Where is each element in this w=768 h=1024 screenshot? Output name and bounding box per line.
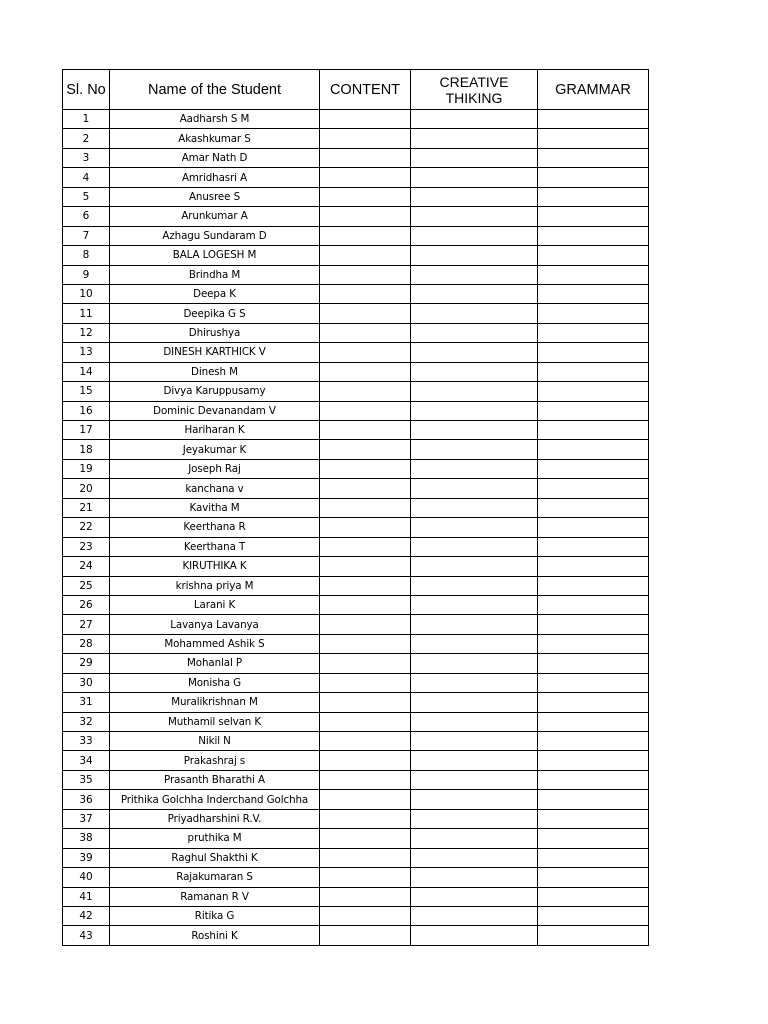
cell-creative-thinking (411, 498, 538, 517)
cell-sl-no: 17 (63, 421, 110, 440)
table-row (63, 712, 649, 731)
table-row (63, 323, 649, 342)
cell-content (320, 401, 411, 420)
cell-grammar (538, 770, 649, 789)
cell-grammar (538, 751, 649, 770)
cell-grammar (538, 207, 649, 226)
cell-student-name: Dominic Devanandam V (110, 401, 320, 420)
cell-grammar (538, 129, 649, 148)
cell-sl-no: 24 (63, 557, 110, 576)
cell-student-name: Prakashraj s (110, 751, 320, 770)
cell-student-name: Roshini K (110, 926, 320, 945)
cell-creative-thinking (411, 110, 538, 129)
cell-creative-thinking (411, 459, 538, 478)
cell-creative-thinking (411, 829, 538, 848)
cell-student-name: Monisha G (110, 673, 320, 692)
table-row (63, 284, 649, 303)
cell-creative-thinking (411, 557, 538, 576)
cell-grammar (538, 673, 649, 692)
table-row (63, 304, 649, 323)
cell-grammar (538, 168, 649, 187)
cell-creative-thinking (411, 129, 538, 148)
cell-student-name: Larani K (110, 595, 320, 614)
cell-student-name: Lavanya Lavanya (110, 615, 320, 634)
cell-grammar (538, 187, 649, 206)
cell-student-name: Muthamil selvan K (110, 712, 320, 731)
cell-creative-thinking (411, 595, 538, 614)
cell-content (320, 168, 411, 187)
cell-creative-thinking (411, 906, 538, 925)
cell-content (320, 343, 411, 362)
cell-student-name: Anusree S (110, 187, 320, 206)
cell-content (320, 498, 411, 517)
cell-creative-thinking (411, 440, 538, 459)
table-row (63, 537, 649, 556)
cell-sl-no: 33 (63, 732, 110, 751)
cell-grammar (538, 615, 649, 634)
cell-grammar (538, 459, 649, 478)
cell-sl-no: 11 (63, 304, 110, 323)
cell-grammar (538, 226, 649, 245)
cell-content (320, 576, 411, 595)
cell-sl-no: 15 (63, 382, 110, 401)
cell-sl-no: 39 (63, 848, 110, 867)
table-row (63, 207, 649, 226)
table-row (63, 362, 649, 381)
cell-sl-no: 28 (63, 634, 110, 653)
table-row (63, 459, 649, 478)
cell-sl-no: 12 (63, 323, 110, 342)
cell-content (320, 673, 411, 692)
table-row (63, 265, 649, 284)
header-creative-line2: THIKING (445, 89, 503, 106)
cell-content (320, 751, 411, 770)
cell-student-name: Muralikrishnan M (110, 693, 320, 712)
cell-content (320, 284, 411, 303)
cell-creative-thinking (411, 304, 538, 323)
cell-sl-no: 41 (63, 887, 110, 906)
cell-grammar (538, 732, 649, 751)
cell-sl-no: 25 (63, 576, 110, 595)
cell-content (320, 129, 411, 148)
table-row (63, 751, 649, 770)
cell-sl-no: 27 (63, 615, 110, 634)
cell-content (320, 148, 411, 167)
cell-content (320, 615, 411, 634)
cell-student-name: Hariharan K (110, 421, 320, 440)
cell-content (320, 595, 411, 614)
cell-creative-thinking (411, 634, 538, 653)
cell-grammar (538, 362, 649, 381)
cell-creative-thinking (411, 401, 538, 420)
cell-creative-thinking (411, 712, 538, 731)
cell-student-name: Amar Nath D (110, 148, 320, 167)
student-assessment-table (62, 69, 649, 946)
cell-student-name: Mohammed Ashik S (110, 634, 320, 653)
cell-student-name: pruthika M (110, 829, 320, 848)
cell-content (320, 732, 411, 751)
table-row (63, 187, 649, 206)
cell-grammar (538, 421, 649, 440)
cell-grammar (538, 148, 649, 167)
cell-content (320, 770, 411, 789)
table-row (63, 498, 649, 517)
cell-student-name: BALA LOGESH M (110, 246, 320, 265)
table-row (63, 693, 649, 712)
header-creative-line1: CREATIVE (439, 73, 509, 90)
cell-content (320, 207, 411, 226)
cell-sl-no: 6 (63, 207, 110, 226)
cell-content (320, 634, 411, 653)
cell-grammar (538, 809, 649, 828)
cell-creative-thinking (411, 751, 538, 770)
table-row (63, 790, 649, 809)
table-row (63, 343, 649, 362)
cell-sl-no: 29 (63, 654, 110, 673)
cell-creative-thinking (411, 887, 538, 906)
cell-sl-no: 36 (63, 790, 110, 809)
cell-sl-no: 23 (63, 537, 110, 556)
table-row (63, 829, 649, 848)
cell-student-name: Prithika Golchha Inderchand Golchha (110, 790, 320, 809)
cell-creative-thinking (411, 518, 538, 537)
cell-sl-no: 26 (63, 595, 110, 614)
cell-sl-no: 1 (63, 110, 110, 129)
table-row (63, 868, 649, 887)
cell-student-name: Arunkumar A (110, 207, 320, 226)
table-row (63, 401, 649, 420)
table-row (63, 615, 649, 634)
table-row (63, 382, 649, 401)
cell-creative-thinking (411, 790, 538, 809)
cell-content (320, 829, 411, 848)
cell-student-name: Joseph Raj (110, 459, 320, 478)
header-student-name: Name of the Student (110, 70, 320, 110)
cell-content (320, 265, 411, 284)
cell-grammar (538, 440, 649, 459)
cell-content (320, 226, 411, 245)
cell-grammar (538, 926, 649, 945)
cell-creative-thinking (411, 537, 538, 556)
cell-student-name: Akashkumar S (110, 129, 320, 148)
cell-grammar (538, 284, 649, 303)
cell-grammar (538, 693, 649, 712)
cell-student-name: Rajakumaran S (110, 868, 320, 887)
cell-student-name: Aadharsh S M (110, 110, 320, 129)
cell-grammar (538, 498, 649, 517)
cell-sl-no: 2 (63, 129, 110, 148)
cell-content (320, 479, 411, 498)
table-row (63, 732, 649, 751)
cell-creative-thinking (411, 362, 538, 381)
cell-content (320, 110, 411, 129)
table-row (63, 226, 649, 245)
cell-creative-thinking (411, 732, 538, 751)
table-row (63, 770, 649, 789)
cell-student-name: Priyadharshini R.V. (110, 809, 320, 828)
cell-grammar (538, 634, 649, 653)
cell-student-name: Keerthana R (110, 518, 320, 537)
cell-sl-no: 34 (63, 751, 110, 770)
table-row (63, 479, 649, 498)
cell-sl-no: 40 (63, 868, 110, 887)
cell-sl-no: 13 (63, 343, 110, 362)
cell-student-name: Deepika G S (110, 304, 320, 323)
cell-grammar (538, 401, 649, 420)
header-grammar: GRAMMAR (538, 70, 649, 110)
cell-sl-no: 8 (63, 246, 110, 265)
cell-sl-no: 21 (63, 498, 110, 517)
cell-creative-thinking (411, 187, 538, 206)
cell-grammar (538, 557, 649, 576)
cell-grammar (538, 576, 649, 595)
cell-creative-thinking (411, 284, 538, 303)
cell-content (320, 848, 411, 867)
cell-grammar (538, 479, 649, 498)
cell-student-name: Jeyakumar K (110, 440, 320, 459)
table-row (63, 906, 649, 925)
cell-content (320, 246, 411, 265)
cell-creative-thinking (411, 226, 538, 245)
cell-content (320, 926, 411, 945)
cell-grammar (538, 906, 649, 925)
table-row (63, 809, 649, 828)
cell-sl-no: 7 (63, 226, 110, 245)
table-header (63, 70, 649, 110)
cell-student-name: Amridhasri A (110, 168, 320, 187)
table-row (63, 557, 649, 576)
cell-sl-no: 10 (63, 284, 110, 303)
table-body (63, 110, 649, 946)
cell-sl-no: 4 (63, 168, 110, 187)
cell-sl-no: 42 (63, 906, 110, 925)
cell-grammar (538, 246, 649, 265)
cell-grammar (538, 829, 649, 848)
cell-sl-no: 31 (63, 693, 110, 712)
cell-creative-thinking (411, 809, 538, 828)
cell-creative-thinking (411, 848, 538, 867)
cell-student-name: Kavitha M (110, 498, 320, 517)
table-row (63, 421, 649, 440)
cell-content (320, 790, 411, 809)
cell-sl-no: 22 (63, 518, 110, 537)
cell-sl-no: 3 (63, 148, 110, 167)
cell-sl-no: 30 (63, 673, 110, 692)
cell-grammar (538, 848, 649, 867)
cell-content (320, 187, 411, 206)
table-row (63, 887, 649, 906)
cell-grammar (538, 654, 649, 673)
cell-grammar (538, 887, 649, 906)
cell-content (320, 518, 411, 537)
cell-content (320, 887, 411, 906)
cell-creative-thinking (411, 479, 538, 498)
cell-content (320, 362, 411, 381)
cell-creative-thinking (411, 693, 538, 712)
cell-sl-no: 38 (63, 829, 110, 848)
cell-grammar (538, 518, 649, 537)
cell-content (320, 323, 411, 342)
table-row (63, 440, 649, 459)
cell-creative-thinking (411, 246, 538, 265)
cell-grammar (538, 323, 649, 342)
cell-student-name: Dhirushya (110, 323, 320, 342)
cell-student-name: Deepa K (110, 284, 320, 303)
cell-sl-no: 20 (63, 479, 110, 498)
table-row (63, 673, 649, 692)
cell-sl-no: 18 (63, 440, 110, 459)
cell-content (320, 421, 411, 440)
cell-content (320, 382, 411, 401)
cell-student-name: Dinesh M (110, 362, 320, 381)
cell-grammar (538, 712, 649, 731)
cell-creative-thinking (411, 382, 538, 401)
cell-sl-no: 37 (63, 809, 110, 828)
cell-student-name: Azhagu Sundaram D (110, 226, 320, 245)
table-row (63, 926, 649, 945)
cell-student-name: Ramanan R V (110, 887, 320, 906)
cell-student-name: KIRUTHIKA K (110, 557, 320, 576)
table-row (63, 148, 649, 167)
cell-content (320, 304, 411, 323)
cell-grammar (538, 382, 649, 401)
table-row (63, 654, 649, 673)
cell-grammar (538, 790, 649, 809)
table-row (63, 576, 649, 595)
cell-grammar (538, 304, 649, 323)
cell-student-name: kanchana v (110, 479, 320, 498)
cell-grammar (538, 868, 649, 887)
cell-creative-thinking (411, 421, 538, 440)
cell-student-name: DINESH KARTHICK V (110, 343, 320, 362)
table-row (63, 246, 649, 265)
cell-creative-thinking (411, 926, 538, 945)
cell-creative-thinking (411, 673, 538, 692)
cell-content (320, 654, 411, 673)
cell-creative-thinking (411, 207, 538, 226)
table-row (63, 595, 649, 614)
cell-grammar (538, 343, 649, 362)
cell-student-name: Prasanth Bharathi A (110, 770, 320, 789)
cell-creative-thinking (411, 343, 538, 362)
table-row (63, 848, 649, 867)
cell-creative-thinking (411, 148, 538, 167)
cell-grammar (538, 110, 649, 129)
cell-student-name: Ritika G (110, 906, 320, 925)
cell-creative-thinking (411, 770, 538, 789)
cell-grammar (538, 595, 649, 614)
cell-content (320, 809, 411, 828)
cell-content (320, 537, 411, 556)
header-content: CONTENT (320, 70, 411, 110)
cell-student-name: Divya Karuppusamy (110, 382, 320, 401)
header-creative-thinking (411, 70, 538, 110)
cell-student-name: krishna priya M (110, 576, 320, 595)
cell-creative-thinking (411, 265, 538, 284)
cell-content (320, 440, 411, 459)
table-row (63, 634, 649, 653)
cell-creative-thinking (411, 868, 538, 887)
cell-grammar (538, 537, 649, 556)
cell-sl-no: 16 (63, 401, 110, 420)
cell-creative-thinking (411, 323, 538, 342)
cell-creative-thinking (411, 168, 538, 187)
cell-content (320, 557, 411, 576)
cell-sl-no: 19 (63, 459, 110, 478)
cell-content (320, 906, 411, 925)
table-row (63, 110, 649, 129)
cell-sl-no: 9 (63, 265, 110, 284)
cell-student-name: Brindha M (110, 265, 320, 284)
cell-sl-no: 5 (63, 187, 110, 206)
cell-sl-no: 35 (63, 770, 110, 789)
cell-creative-thinking (411, 615, 538, 634)
cell-student-name: Raghul Shakthi K (110, 848, 320, 867)
cell-sl-no: 14 (63, 362, 110, 381)
header-sl-no: Sl. No (63, 70, 110, 110)
header-row (63, 70, 649, 110)
table-row (63, 518, 649, 537)
table-row (63, 168, 649, 187)
cell-content (320, 868, 411, 887)
cell-sl-no: 43 (63, 926, 110, 945)
cell-grammar (538, 265, 649, 284)
cell-content (320, 712, 411, 731)
table-row (63, 129, 649, 148)
cell-content (320, 693, 411, 712)
cell-student-name: Nikil N (110, 732, 320, 751)
cell-content (320, 459, 411, 478)
cell-creative-thinking (411, 576, 538, 595)
cell-creative-thinking (411, 654, 538, 673)
cell-sl-no: 32 (63, 712, 110, 731)
cell-student-name: Mohanlal P (110, 654, 320, 673)
cell-student-name: Keerthana T (110, 537, 320, 556)
